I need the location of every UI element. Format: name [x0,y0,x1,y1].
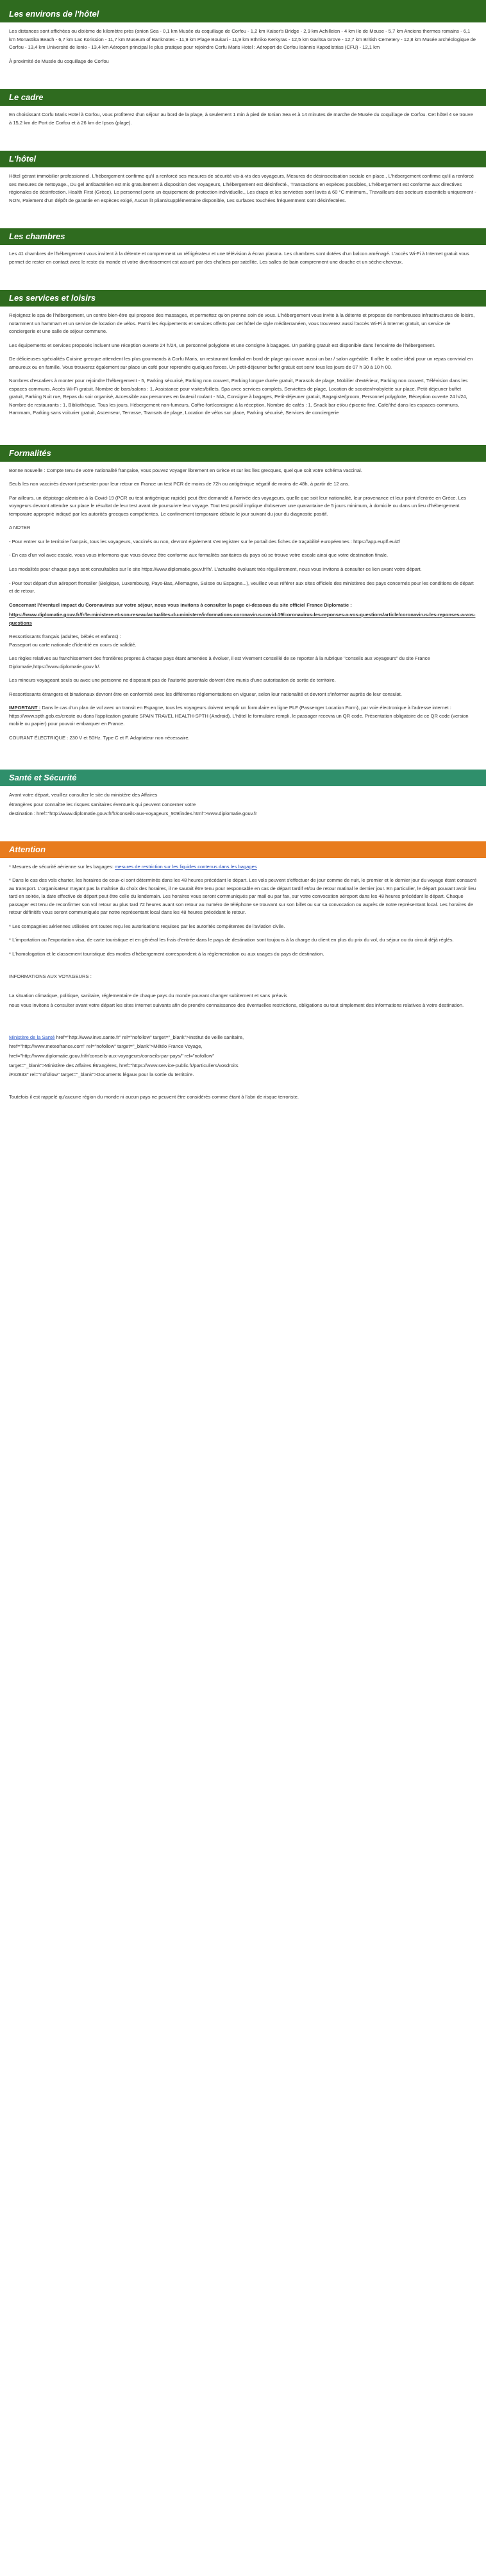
cadre-paragraph-1: En choisissant Corfu Maris Hotel à Corfou, vous profiterez d'un séjour au bord de la plage, à seulement 1 min à pied de Ionian Sea et à 14 minutes de marche de Musée du coquillage de Corfou. Cet hôtel 4 se trouve à 15,2 km de Port de Corfou et à 26 km de Ipsos (plage). [9,112,473,126]
footer-line-4[interactable]: target="_blank">Ministère des Affaires Étrangères, href="https://www.service-public.fr/particuliers/vosdroits [9,1062,239,1068]
section-body-cadre [0,111,486,142]
section-footer-links [0,1034,486,1111]
document-page [0,0,486,1137]
section-body-chambres [0,250,486,281]
section-heading-environs: Les environs de l'hôtel [0,0,486,22]
formalites-diplomatie-link-text: https://www.diplomatie.gouv.fr/fr/le-ministere-et-son-reseau/actualites-du-ministere/informations-coronavirus-covid-19/coronavirus-les-reponses-a-vos-questions/article/coronavirus-les-reponses-a-vos-questions [9,612,476,626]
attention-paragraph-7: La situation climatique, politique, sanitaire, réglementaire de chaque pays du monde pouvant changer subitement et sans préavis [9,992,287,998]
spacer [0,757,486,770]
attention-paragraph-1 [9,863,477,871]
section-services [0,290,486,432]
formalites-diplomatie-link[interactable] [9,611,477,627]
formalites-paragraph-3: Par ailleurs, un dépistage aléatoire à la Covid-19 (PCR ou test antigénique rapide) peut être demandé à l'arrivée des voyageurs, quelle que soit leur nationalité, leur provenance et leur point d'entrée en Grèce. Les voyageurs devront attendre sur place le résultat de leur test avant de poursuivre leur voyage. Tout test positif implique d'observer une quarantaine de 5 jours minimum, à domicile ou dans un lieu d'hébergement temporaire approprié indiqué par les autorités grecques compétentes. Le confinement temporaire débute le jour suivant du jour du diagnostic positif. [9,494,466,517]
spacer [0,281,486,290]
footer-links-body [0,1034,486,1111]
formalites-paragraph-9: Ressortissants français (adultes, bébés et enfants) : [9,634,121,640]
services-paragraph-1: Rejoignez le spa de l'hébergement, un centre bien-être qui propose des massages, et permettez qu'on prenne soin de vous. L'hébergement vous invite à la détente et propose de nombreuses infrastructures de loisirs, notamment un hammam et un service de location de vélos. Parmi les équipements et services offerts par cet hôtel de style méditerranéen, vous trouverez aussi l'accès Wi-Fi à Internet gratuit, un service de conciergerie et une salle de séjour commune. [9,312,475,335]
formalites-important-text: Dans le cas d'un plan de vol avec un transit en Espagne, tous les voyageurs doivent remplir un formulaire en ligne PLF (Passenger Location Form), par voie électronique à l'adresse internet : https://www.spth.gob.es/create ou dans l'application gratuite SPAIN TRAVEL HEALTH-SPTH (Android). L'hôtel le formulaire rempli, le passager recevra un QR code. Présentation obligatoire de ce QR code (version mobile ou papier) pour pouvoir embarquer en France. [9,705,469,727]
section-heading-sante: Santé et Sécurité [0,770,486,786]
chambres-paragraph-1: Les 41 chambres de l'hébergement vous invitent à la détente et comprennent un réfrigérateur et une télévision à écran plasma. Les chambres sont dotées d'un balcon aménagé. L'accès Wi-Fi à Internet gratuit vous permet de rester en contact avec le reste du monde et votre divertissement est assuré par des chaînes par satellite. Les salles de bain comprennent une douche et un sèche-cheveux. [9,251,469,265]
sante-paragraph-3[interactable]: destination : href="http://www.diplomatie.gouv.fr/fr/conseils-aux-voyageurs_909/index.html">www.diplomatie.gouv.fr [9,811,257,817]
formalites-coronavirus-note: Concernant l'éventuel impact du Coronavirus sur votre séjour, nous vous invitons à consulter la page ci-dessous du site officiel France Diplomatie : [9,602,352,608]
attention-paragraph-4: * L'importation ou l'exportation visa, de carte touristique et en général les frais d'entrée dans le pays de destination sont toujours à la charge du client en plus du prix du vol, du séjour ou du circuit déjà réglés. [9,937,454,943]
hotel-paragraph-1: Hôtel gérant immobilier professionnel. L'hébergement confirme qu'il a renforcé ses mesures de sécurité vis-à-vis des voyageurs, Mesures de désinsectisation sociale en place., L'hébergement confirme qu'il a renforcé ses mesures de nettoyage., Du gel antibactérien est mis gratuitement à disposition des voyageurs, L'hébergement est désinfecté., Transactions en espèces possibles, L'hébergement est conforme aux directives régionales de désinfection. Health First (Grèce), Le personnel porte un équipement de protection individuelle., Les draps et les serviettes sont lavés à 60 °C minimum., Travailleurs des secteurs essentiels uniquement - NON, Paiement d'un dépôt de garantie en espèces exigé, Aucun lit pliant/supplémentaire disponible, Les surfaces touchées fréquemment sont désinfectées. [9,173,476,203]
section-formalites [0,445,486,757]
section-hotel [0,151,486,219]
section-body-attention [0,863,486,1025]
spacer [0,219,486,228]
spacer [0,142,486,151]
section-body-hotel [0,173,486,219]
section-cadre [0,89,486,142]
formalites-paragraph-2: Seuls les non vaccinés devront présenter pour leur retour en France un test PCR de moins de 72h ou antigénique négatif de moins de 48h, à partir de 12 ans. [9,481,350,487]
footer-line-1-rest: href="http://www.invs.sante.fr" rel="nofollow" target="_blank">Institut de veille sanitaire, [54,1034,244,1040]
section-heading-cadre: Le cadre [0,89,486,106]
footer-closing-paragraph: Toutefois il est rappelé qu'aucune région du monde ni aucun pays ne peuvent être considérés comme étant à l'abri de risque terroriste. [9,1093,299,1100]
formalites-paragraph-4: - Pour entrer sur le territoire français, tous les voyageurs, vaccinés ou non, devront également s'enregistrer sur le portail des fiches de traçabilité européennes : https://app.euplf.eu/#/ [9,538,401,544]
attention-paragraph-8: nous vous invitons à consulter avant votre départ les sites Internet suivants afin de prendre connaissance des éventuelles restrictions, obligations ou tout simplement des informations relatives à votre destination. [9,1002,464,1009]
formalites-paragraph-15: COURANT ÉLECTRIQUE : 230 V et 50Hz. Type C et F. Adaptateur non nécessaire. [9,734,190,741]
spacer [0,829,486,841]
formalites-paragraph-1: Bonne nouvelle : Compte tenu de votre nationalité française, vous pouvez voyager librement en Grèce et sur les îles grecques, quel que soit votre schéma vaccinal. [9,467,362,473]
formalites-paragraph-5: - En cas d'un vol avec escale, vous vous informons que vous devrez être conforme aux formalités sanitaires du pays où se trouve votre escale ainsi que votre destination finale. [9,552,389,559]
footer-line-1[interactable] [9,1034,477,1042]
footer-line-3[interactable]: href="http://www.diplomatie.gouv.fr/fr/conseils-aux-voyageurs/conseils-par-pays/" rel="nofollow" [9,1053,215,1059]
section-environs [0,0,486,80]
section-chambres [0,228,486,281]
section-attention [0,841,486,1025]
ministere-sante-link[interactable]: Ministère de la Santé [9,1034,55,1040]
attention-paragraph-2: * Dans le cas des vols charter, les horaires de ceux-ci sont déterminés dans les 48 heures précédant le départ. Les vols peuvent s'effectuer de jour comme de nuit, le premier et le dernier jour du voyage étant consacré au transport. L'organisateur n'ayant pas la maîtrise du choix des horaires, il ne saurait être tenu pour responsable en cas de départ tardif et/ou de retour matinal le dernier jour. En particulier, le départ pouvant avoir lieu tard en soirée, la date effective de départ peut être celle du lendemain. Les horaires vous seront communiqués par mail ou par fax, sur votre convocation aéroport dans les 48 heures précédant le départ. Chaque passager est tenu de reconfirmer son vol retour au plus tard 72 heures avant son retour au numéro de téléphone se trouvant sur son billet ou sur sa convocation ou auprès de notre représentant local. Les horaires de retour définitifs vous seront communiqués par notre représentant local dans les 48 heures précédant le retour. [9,877,477,916]
section-heading-services: Les services et loisirs [0,290,486,307]
spacer [9,964,477,973]
attention-paragraph-3: * Les compagnies aériennes utilisées ont toutes reçu les autorisations requises par les autorités compétentes de l'aviation civile. [9,923,285,929]
services-paragraph-3: De délicieuses spécialités Cuisine grecque attendent les plus gourmands à Corfu Maris, un restaurant familial en bord de plage qui ouvre aussi un bar / salon agréable. Il offre le cadre idéal pour un repas convivial en amoureux ou en famille. Vous trouverez également sur place un café pour reprendre quelques forces. Un petit-déjeuner buffet gratuit est servi tous les jours de 07 h 30 à 10 h 00. [9,356,473,370]
formalites-paragraph-12: Les mineurs voyageant seuls ou avec une personne ne disposant pas de l'autorité parentale doivent être munis d'une autorisation de sortie de territoire. [9,677,336,684]
sante-paragraph-2: étrangères pour connaître les risques sanitaires éventuels qui peuvent concerner votre [9,801,196,807]
services-paragraph-4: Nombres d'escaliers à monter pour rejoindre l'hébergement - 5, Parking sécurisé, Parking non couvert, Parking longue durée gratuit, Parasols de plage, Mobilier d'extérieur, Parking non couvert, Télévision dans les espaces communs, Accès Wi-Fi gratuit, Nombre de bars/salons : 1, Assistance pour visites/billets, Spa avec services complets, Serviettes de plage, Location de scooter/mobylette sur place, Petit-déjeuner buffet gratuit, Parking Nuit rue, Repas du soir organisé, Accessible aux personnes en fauteuil roulant - N/A, Consigne à bagages, Petit-déjeuner gratuit, Bagagiste/groom, Personnel polyglotte, Réception ouverte 24 h/24, Nombre de restaurants : 1, Bibliothèque, Tous les jours, Hébergement non-fumeurs, Coffre-fort/consigne à la réception, Nombre de cafés : 1, Snack bar et/ou épicerie fine, Café/thé dans les espaces communs, Hammam, Parking sans voiturier gratuit, Ascenseur, Terrasse, Transats de plage, Location de vélos sur place, Parking sécurisé, Services de conciergerie [9,378,468,416]
footer-line-5[interactable]: /F32833" rel="nofollow" target="_blank">Documents légaux pour la sortie du territoire. [9,1072,194,1078]
section-body-formalites [0,467,486,757]
spacer [0,80,486,89]
formalites-anote-title: A NOTER [9,525,31,531]
environs-paragraph-1: Les distances sont affichées ou dixième de kilomètre près (onion Sea - 0,1 km Musée du coquillage de Corfou - 1,2 km Kaiser's Bridge - 2,9 km Achilleion - 4 km Ile de Mouse - 5,7 km Anciens thermes romains - 6,1 km Monastika Beach - 6,7 km Lac Korission - 11,7 km Museum of Banknotes - 11,9 km Plage Boukari - 11,9 km Ethniko Kerkyras - 12,5 km Garitsa Grove - 12,7 km British Cemetery - 12,8 km Musée archéologique de Corfou - 13,4 km Université de Ionio - 13,4 km Aéroport principal le plus pratique pour rejoindre Corfu Maris Hotel : Aéroport de Corfou Ioánnis Kapodístrias (CFU) - 12,1 km [9,28,476,51]
section-body-environs [0,28,486,80]
section-heading-attention: Attention [0,841,486,858]
environs-paragraph-2: À proximité de Musée du coquillage de Corfou [9,58,109,64]
sante-paragraph-1: Avant votre départ, veuillez consulter le site du ministère des Affaires [9,792,158,798]
attention-informations-title: INFORMATIONS AUX VOYAGEURS : [9,973,92,980]
section-heading-formalites: Formalités [0,445,486,462]
formalites-paragraph-14 [9,704,477,728]
section-heading-chambres: Les chambres [0,228,486,245]
spacer [9,987,477,992]
formalites-paragraph-6: Les modalités pour chaque pays sont consultables sur le site https://www.diplomatie.gouv.fr/fr/. L'actualité évoluant très régulièrement, nous vous invitons à consulter ce lien avant votre départ. [9,566,422,572]
formalites-paragraph-11: Les règles relatives au franchissement des frontières propres à chaque pays étant amenées à évoluer, il est vivement conseillé de se reporter à la rubrique "conseils aux voyageurs" du site France Diplomatie,https://www.diplomatie.gouv.fr/. [9,655,430,669]
formalites-paragraph-7: - Pour tout départ d'un aéroport frontalier (Belgique, Luxembourg, Pays-Bas, Allemagne, Suisse ou Espagne...), veuillez vous référer aux sites officiels des ministères des pays concernés pour les conditions de départ et de retour. [9,580,474,594]
formalites-paragraph-10: Passeport ou carte nationale d'identité en cours de validité. [9,641,137,648]
formalites-paragraph-13: Ressortissants étrangers et binationaux devront être en conformité avec les différentes réglementations en vigueur, selon leur nationalité et devront s'informer auprès de leur consulat. [9,691,402,697]
formalites-important-label: IMPORTANT : [9,705,41,711]
spacer [0,432,486,445]
bagages-restriction-link[interactable]: mesures de restriction sur les liquides contenus dans les bagages [115,863,257,870]
attention-bagages-prefix: * Mesures de sécurité aérienne sur les bagages: [9,863,115,870]
spacer [9,1081,477,1093]
section-heading-hotel: L'hôtel [0,151,486,167]
services-paragraph-2: Les équipements et services proposés incluent une réception ouverte 24 h/24, un personnel polyglotte et une consigne à bagages. Un parking gratuit est disponible dans l'enceinte de l'hébergement. [9,342,435,348]
section-body-services [0,312,486,432]
spacer [0,1025,486,1034]
attention-paragraph-5: * L'homologation et le classement touristique des modes d'hébergement correspondent à la réglementation ou aux usages du pays de destination. [9,950,324,957]
section-body-sante [0,791,486,829]
section-sante [0,770,486,829]
footer-line-2[interactable]: href="http://www.meteofrance.com" rel="nofollow" target="_blank">Météo France Voyage, [9,1043,203,1050]
